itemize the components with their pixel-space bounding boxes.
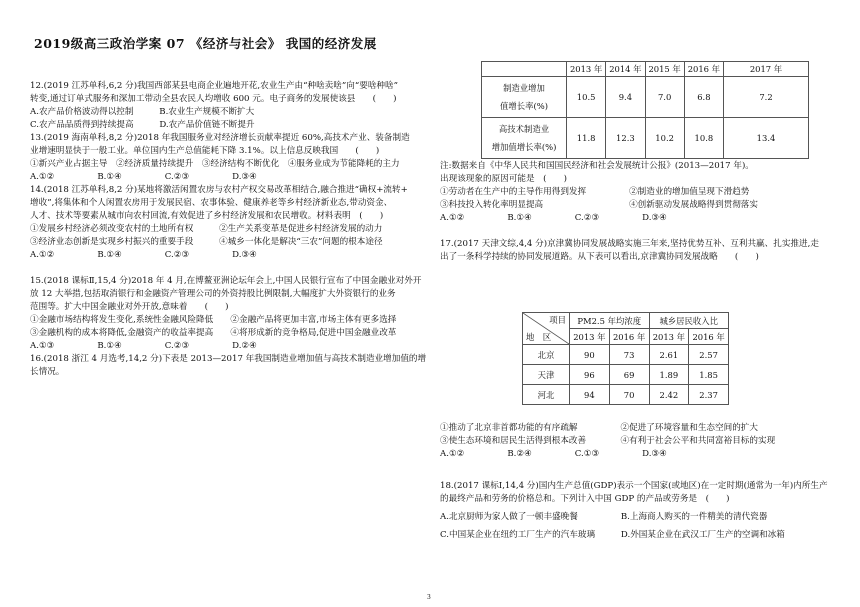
question-text: 业增速明显快于一般工业。单位国内生产总值能耗下降 3.1%。以上信息反映我国 ( )	[30, 146, 380, 156]
question-text: 14.(2018 江苏单科,8,2 分)某地将激活闲置农房与农村产权交易改革相结合,融合推进“确权+流转+	[30, 185, 408, 195]
year-header: 2016 年	[684, 62, 723, 77]
table-cell: 7.2	[724, 77, 809, 118]
table-cell: 69	[609, 365, 649, 385]
table-row	[523, 365, 729, 385]
row-label-line: 值增长率(%)	[500, 101, 548, 111]
table-cell: 10.2	[645, 118, 684, 159]
statement-line: ①劳动者在生产中的主导作用得到发挥 ②制造业的增加值呈现下滑趋势	[440, 187, 750, 197]
question-15	[30, 275, 424, 353]
question-text: 17.(2017 天津文综,4,4 分)京津冀协同发展战略实施三年来,坚持优势互补、互利共赢、扎实推进,走	[440, 239, 819, 249]
option-line: A.北京厨师为家人做了一顿丰盛晚餐 B.上海商人购买的一件精美的清代瓷器	[440, 512, 768, 522]
row-label-line: 增加值增长率(%)	[491, 142, 557, 152]
year-header: 2017 年	[724, 62, 809, 77]
page-number: 3	[427, 594, 431, 601]
option-line: A.①② B.②④ C.①③ D.③④	[440, 449, 667, 459]
table-cell: 11.8	[567, 118, 606, 159]
table-cell: 2.42	[649, 385, 689, 405]
question-text: 的最终产品和劳务的价格总和。下列计入中国 GDP 的产品或劳务是 ( )	[440, 494, 730, 504]
manufacturing-growth-table	[481, 61, 809, 159]
row-label-line: 高技术制造业	[498, 124, 550, 134]
option-line: A.①② B.①④ C.②③ D.③④	[440, 213, 667, 223]
table-cell: 7.0	[645, 77, 684, 118]
question-text: 16.(2018 浙江 4 月选考,14,2 分)下表是 2013—2017 年我国制造业增加值与高技术制造业增加值的增	[30, 354, 427, 364]
table-cell: 2.37	[689, 385, 729, 405]
question-text: 范围等。扩大中国金融业对外开放,意味着 ( )	[30, 302, 229, 312]
question-text: 13.(2019 海南单科,8,2 分)2018 年我国服务业对经济增长贡献率提近 60%,高技术产业、装备制造	[30, 133, 410, 143]
statement-line: ①金融市场结构将发生变化,系统性金融风险降低 ②金融产品将更加丰富,市场主体有更多选择	[30, 315, 397, 325]
table-corner-cell	[523, 313, 570, 345]
table-cell: 94	[570, 385, 610, 405]
question-text: 18.(2017 课标Ⅰ,14,4 分)国内生产总值(GDP)表示一个国家(或地区)在一定时期(通常为一年)内所生产	[440, 481, 828, 491]
table-cell: 9.4	[606, 77, 645, 118]
table-cell: 90	[570, 345, 610, 365]
question-text: 出了一条科学持续的协同发展道路。从下表可以看出,京津冀协同发展战略 ( )	[440, 252, 759, 262]
question-text: 长情况。	[30, 367, 65, 377]
statement-line: ①发展乡村经济必须改变农村的土地所有权 ②生产关系变革是促进乡村经济发展的动力	[30, 224, 383, 234]
statement-line: ①推动了北京非首都功能的有序疏解 ②促进了环境容量和生态空间的扩大	[440, 423, 758, 433]
table-row	[523, 345, 729, 365]
question-13	[30, 132, 424, 184]
table-corner-cell	[482, 62, 567, 77]
option-line: A.农产品价格波动得以控制 B.农业生产规模不断扩大	[30, 107, 255, 117]
table-cell: 1.85	[689, 365, 729, 385]
statement-line: ③使生态环境和居民生活得到根本改善 ④有利于社会公平和共同富裕目标的实现	[440, 436, 776, 446]
region-cell: 天津	[523, 365, 570, 385]
corner-bottom-label: 地 区	[526, 332, 552, 342]
jingjinji-table	[522, 312, 729, 405]
question-17-continued	[440, 422, 840, 461]
table-header-row	[523, 313, 729, 329]
option-line: A.①② B.①④ C.②③ D.③④	[30, 250, 257, 260]
question-14	[30, 184, 424, 262]
question-text: 放 12 大举措,包括取消银行和金融资产管理公司的外资持股比例限制,大幅度扩大外资银行的业务	[30, 289, 396, 299]
option-line: A.①② B.①④ C.②③ D.③④	[30, 172, 257, 182]
row-label	[482, 77, 567, 118]
option-line: C.农产品品质得到持续提高 D.农产品价值链不断提升	[30, 120, 255, 130]
option-line: C.中国某企业在纽约工厂生产的汽车玻璃 D.外国某企业在武汉工厂生产的空调和冰箱	[440, 530, 785, 540]
group-header: 城乡居民收入比	[649, 313, 729, 329]
table-row	[482, 77, 809, 118]
year-header: 2014 年	[606, 62, 645, 77]
region-cell: 河北	[523, 385, 570, 405]
table-cell: 96	[570, 365, 610, 385]
table-cell: 10.8	[684, 118, 723, 159]
table-cell: 10.5	[567, 77, 606, 118]
table-cell: 1.89	[649, 365, 689, 385]
row-label-line: 制造业增加	[503, 83, 545, 93]
statement-line: ③经济业态创新是实现乡村振兴的重要手段 ④城乡一体化是解决“三农”问题的根本途径	[30, 237, 383, 247]
corner-top-label: 项目	[549, 315, 566, 325]
question-text: 增收”,将集体和个人闲置农房用于发展民宿、农事体验、健康养老等乡村经济新业态,带动资金、	[30, 198, 393, 208]
table-row	[523, 385, 729, 405]
table-cell: 2.57	[689, 345, 729, 365]
option-line: A.①③ B.①④ C.②③ D.②④	[30, 341, 257, 351]
year-header: 2016 年	[609, 329, 649, 345]
question-18	[440, 480, 840, 542]
table-cell: 73	[609, 345, 649, 365]
year-header: 2013 年	[570, 329, 610, 345]
question-17	[440, 238, 840, 264]
question-12	[30, 80, 424, 132]
question-16	[30, 353, 427, 379]
year-header: 2013 年	[649, 329, 689, 345]
group-header: PM2.5 年均浓度	[570, 313, 650, 329]
question-text: 12.(2019 江苏单科,6,2 分)我国西部某县电商企业遍地开花,农业生产由“种啥卖啥”向“要啥种啥”	[30, 81, 399, 91]
region-cell: 北京	[523, 345, 570, 365]
table-cell: 6.8	[684, 77, 723, 118]
left-column	[30, 80, 427, 379]
question-16-continued	[440, 160, 840, 264]
table-note: 注:数据来自《中华人民共和国国民经济和社会发展统计公报》(2013—2017 年)。	[440, 161, 754, 171]
table-cell: 2.61	[649, 345, 689, 365]
year-header: 2016 年	[689, 329, 729, 345]
statement-line: ①新兴产业占据主导 ②经济质量持续提升 ③经济结构不断优化 ④服务业成为节能降耗的主力	[30, 159, 400, 169]
statement-line: ③金融机构的成本将降低,金融资产的收益率提高 ④将形成新的竞争格局,促进中国金融业改革	[30, 328, 397, 338]
table-row	[482, 118, 809, 159]
statement-line: ③科技投入转化率明显提高 ④创新驱动发展战略得到贯彻落实	[440, 200, 758, 210]
table-cell: 70	[609, 385, 649, 405]
spacer	[30, 262, 424, 275]
page-title: 2019级高三政治学案 07 《经济与社会》 我国的经济发展	[34, 36, 377, 51]
table-header-row	[482, 62, 809, 77]
question-text: 15.(2018 课标Ⅱ,15,4 分)2018 年 4 月,在博鳌亚洲论坛年会上,中国人民银行宣布了中国金融业对外开	[30, 276, 422, 286]
question-text: 人才、技术等要素从城市向农村回流,有效促进了乡村经济发展和农民增收。材料表明 ( )	[30, 211, 384, 221]
year-header: 2015 年	[645, 62, 684, 77]
question-text: 出现该现象的原因可能是 ( )	[440, 174, 568, 184]
table-cell: 12.3	[606, 118, 645, 159]
question-text: 转变,通过订单式服务和深加工带动全县农民人均增收 600 元。电子商务的发展使该县 ( )	[30, 94, 397, 104]
spacer	[440, 225, 840, 238]
table-cell: 13.4	[724, 118, 809, 159]
row-label	[482, 118, 567, 159]
year-header: 2013 年	[567, 62, 606, 77]
